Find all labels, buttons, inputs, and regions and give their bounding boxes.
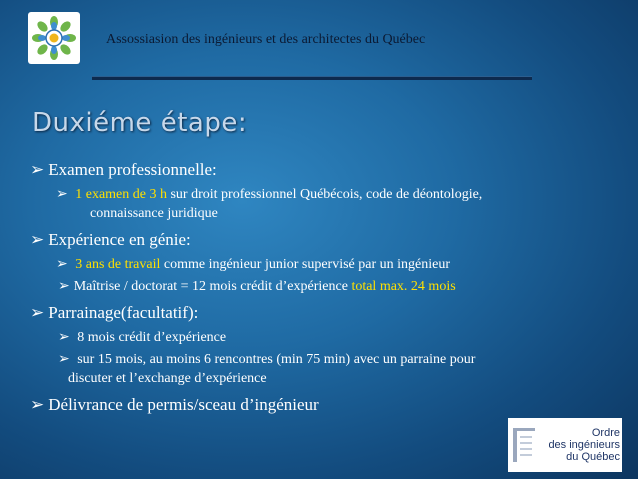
association-logo <box>28 12 80 64</box>
bullet-experience-masters: ➢ Maîtrise / doctorat = 12 mois crédit d’expérience total max. 24 mois <box>58 279 456 294</box>
bullet-exam-detail: ➢ 1 examen de 3 h sur droit professionnel Québécois, code de déontologie, <box>56 187 483 202</box>
arrow-bullet-icon: ➢ <box>58 330 70 345</box>
bullet-sponsorship-meetings: ➢ sur 15 mois, au moins 6 rencontres (min 75 min) avec un parraine pour <box>58 352 476 367</box>
bullet-list <box>30 160 620 421</box>
bullet-experience-years: ➢ 3 ans de travail comme ingénieur junior supervisé par un ingénieur <box>56 257 451 272</box>
arrow-bullet-icon: ➢ <box>58 352 70 367</box>
bullet-sponsorship: ➢ Parrainage(facultatif): <box>30 303 199 322</box>
arrow-bullet-icon: ➢ <box>30 395 45 414</box>
arrow-bullet-icon: ➢ <box>30 303 45 322</box>
arrow-bullet-icon: ➢ <box>30 160 45 179</box>
ooiq-logo <box>508 418 622 472</box>
ooiq-mark-icon <box>512 426 536 464</box>
arrow-bullet-icon: ➢ <box>30 230 45 249</box>
arrow-bullet-icon: ➢ <box>56 187 68 202</box>
bullet-sponsorship-credit: ➢ 8 mois crédit d’expérience <box>58 330 227 345</box>
bullet-sponsorship-meetings-continued: discuter et l’exchange d’expérience <box>68 371 267 386</box>
slide-title: Duxiéme étape: <box>32 108 248 138</box>
ooiq-logo-text: Ordre des ingénieurs du Québec <box>548 427 620 463</box>
header-divider <box>92 76 532 80</box>
arrow-bullet-icon: ➢ <box>58 279 70 294</box>
organization-title: Assossiasion des ingénieurs et des architectes du Québec <box>106 32 426 47</box>
bullet-license: ➢ Délivrance de permis/sceau d’ingénieur <box>30 395 319 414</box>
bullet-exam-detail-continued: connaissance juridique <box>90 206 218 221</box>
bullet-experience: ➢ Expérience en génie: <box>30 230 191 249</box>
flower-logo-icon <box>31 15 77 61</box>
arrow-bullet-icon: ➢ <box>56 257 68 272</box>
bullet-exam: ➢ Examen professionnelle: <box>30 160 217 179</box>
